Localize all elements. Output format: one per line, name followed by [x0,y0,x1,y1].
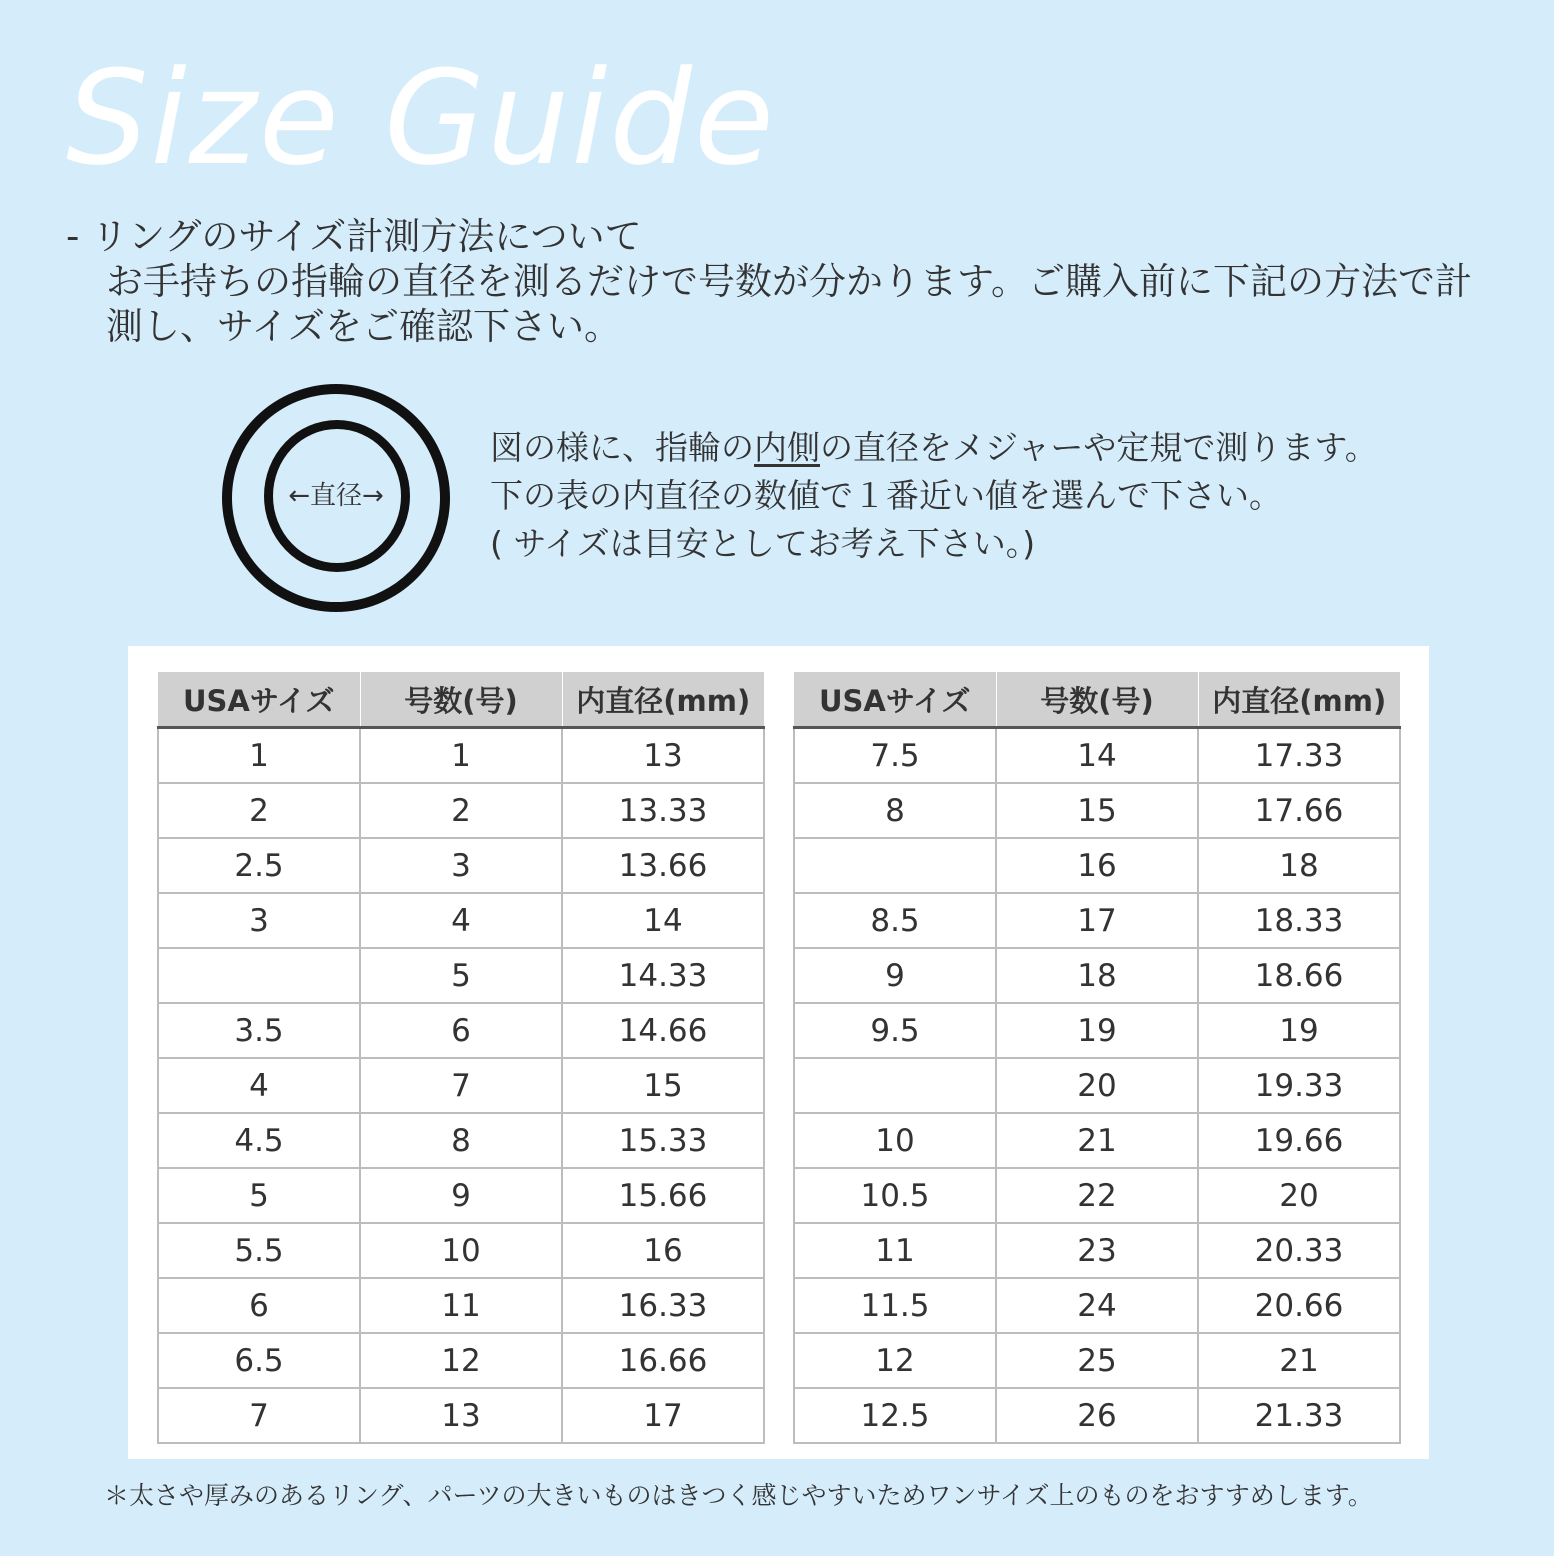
instruction-line-1-suffix: の直径をメジャーや定規で測ります。 [820,428,1378,467]
cell-inner-diameter: 16 [562,1223,764,1278]
cell-usa-size: 4.5 [158,1113,360,1168]
table-row [794,1003,1400,1058]
cell-usa-size: 11.5 [794,1278,996,1333]
table-row [158,783,764,838]
cell-usa-size: 5.5 [158,1223,360,1278]
cell-inner-diameter: 17.33 [1198,728,1400,784]
cell-usa-size: 10 [794,1113,996,1168]
cell-usa-size: 4 [158,1058,360,1113]
cell-inner-diameter: 18 [1198,838,1400,893]
cell-japan-size: 14 [996,728,1198,784]
size-table-right [793,672,1401,1444]
cell-japan-size: 26 [996,1388,1198,1443]
right-arrow-icon: → [362,481,384,511]
cell-japan-size: 15 [996,783,1198,838]
cell-usa-size: 9 [794,948,996,1003]
intro-section [66,214,1506,349]
table-row [158,1113,764,1168]
cell-usa-size: 7 [158,1388,360,1443]
table-row [158,1333,764,1388]
cell-inner-diameter: 18.33 [1198,893,1400,948]
cell-japan-size: 13 [360,1388,562,1443]
instruction-line-1 [490,424,1500,472]
table-row [794,1058,1400,1113]
table-row [158,728,764,784]
table-row [158,948,764,1003]
cell-japan-size: 22 [996,1168,1198,1223]
cell-usa-size: 12 [794,1333,996,1388]
table-header-row [794,672,1400,728]
measurement-instructions [490,424,1500,568]
table-row [794,783,1400,838]
table-row [794,1388,1400,1443]
cell-usa-size [794,838,996,893]
cell-japan-size: 10 [360,1223,562,1278]
cell-japan-size: 17 [996,893,1198,948]
column-header-inner-diameter: 内直径(mm) [562,672,764,728]
table-header-row [158,672,764,728]
table-row [158,1168,764,1223]
cell-inner-diameter: 20.66 [1198,1278,1400,1333]
column-header-inner-diameter: 内直径(mm) [1198,672,1400,728]
cell-inner-diameter: 20 [1198,1168,1400,1223]
instruction-underlined-word: 内側 [754,428,820,467]
size-table-left [157,672,765,1444]
cell-inner-diameter: 17.66 [1198,783,1400,838]
cell-inner-diameter: 16.33 [562,1278,764,1333]
instruction-line-2: 下の表の内直径の数値で１番近い値を選んで下さい。 [490,476,1282,515]
cell-inner-diameter: 15.66 [562,1168,764,1223]
cell-usa-size: 7.5 [794,728,996,784]
cell-inner-diameter: 15.33 [562,1113,764,1168]
cell-inner-diameter: 19.66 [1198,1113,1400,1168]
cell-japan-size: 20 [996,1058,1198,1113]
cell-inner-diameter: 19.33 [1198,1058,1400,1113]
cell-japan-size: 7 [360,1058,562,1113]
table-row [794,1333,1400,1388]
table-row [794,728,1400,784]
column-header-usa-size: USAサイズ [794,672,996,728]
cell-japan-size: 18 [996,948,1198,1003]
cell-inner-diameter: 13 [562,728,764,784]
column-header-japan-size: 号数(号) [996,672,1198,728]
cell-usa-size: 2.5 [158,838,360,893]
table-row [794,1278,1400,1333]
cell-usa-size: 3.5 [158,1003,360,1058]
diameter-text: 直径 [309,481,362,511]
cell-japan-size: 2 [360,783,562,838]
cell-japan-size: 9 [360,1168,562,1223]
table-row [794,948,1400,1003]
cell-japan-size: 25 [996,1333,1198,1388]
cell-inner-diameter: 14 [562,893,764,948]
cell-japan-size: 16 [996,838,1198,893]
cell-usa-size: 8.5 [794,893,996,948]
cell-inner-diameter: 21.33 [1198,1388,1400,1443]
table-row [158,1003,764,1058]
cell-usa-size: 12.5 [794,1388,996,1443]
cell-usa-size [794,1058,996,1113]
table-row [158,893,764,948]
intro-body: お手持ちの指輪の直径を測るだけで号数が分かります。ご購入前に下記の方法で計測し、サイズをご確認下さい。 [106,260,1473,348]
cell-japan-size: 21 [996,1113,1198,1168]
page-title: Size Guide [66,42,776,194]
table-row [158,1278,764,1333]
cell-japan-size: 24 [996,1278,1198,1333]
cell-inner-diameter: 21 [1198,1333,1400,1388]
cell-inner-diameter: 18.66 [1198,948,1400,1003]
table-row [794,1223,1400,1278]
cell-inner-diameter: 16.66 [562,1333,764,1388]
cell-inner-diameter: 20.33 [1198,1223,1400,1278]
cell-usa-size: 1 [158,728,360,784]
cell-usa-size: 3 [158,893,360,948]
table-row [158,838,764,893]
table-row [794,1113,1400,1168]
cell-japan-size: 19 [996,1003,1198,1058]
column-header-usa-size: USAサイズ [158,672,360,728]
cell-japan-size: 1 [360,728,562,784]
cell-inner-diameter: 14.66 [562,1003,764,1058]
cell-inner-diameter: 13.66 [562,838,764,893]
size-table-panel [128,646,1429,1459]
left-arrow-icon: ← [288,481,310,511]
cell-inner-diameter: 19 [1198,1003,1400,1058]
table-row [794,893,1400,948]
cell-inner-diameter: 17 [562,1388,764,1443]
instruction-line-1-prefix: 図の様に、指輪の [490,428,754,467]
column-header-japan-size: 号数(号) [360,672,562,728]
diameter-label [262,476,410,516]
table-row [794,838,1400,893]
cell-usa-size: 8 [794,783,996,838]
cell-usa-size: 11 [794,1223,996,1278]
cell-japan-size: 4 [360,893,562,948]
cell-japan-size: 23 [996,1223,1198,1278]
cell-usa-size: 9.5 [794,1003,996,1058]
instruction-line-3: ( サイズは目安としてお考え下さい。) [490,524,1036,563]
cell-usa-size: 6 [158,1278,360,1333]
intro-heading: - リングのサイズ計測方法について [66,215,642,258]
table-row [158,1388,764,1443]
ring-diagram [222,384,450,612]
cell-japan-size: 11 [360,1278,562,1333]
cell-japan-size: 8 [360,1113,562,1168]
cell-usa-size: 2 [158,783,360,838]
cell-japan-size: 6 [360,1003,562,1058]
cell-japan-size: 12 [360,1333,562,1388]
footnote: ＊太さや厚みのあるリング、パーツの大きいものはきつく感じやすいためワンサイズ上のものをおすすめします。 [104,1481,1373,1510]
table-row [158,1058,764,1113]
cell-usa-size: 10.5 [794,1168,996,1223]
table-row [158,1223,764,1278]
table-row [794,1168,1400,1223]
cell-usa-size: 6.5 [158,1333,360,1388]
cell-usa-size: 5 [158,1168,360,1223]
cell-inner-diameter: 14.33 [562,948,764,1003]
cell-inner-diameter: 15 [562,1058,764,1113]
cell-japan-size: 3 [360,838,562,893]
cell-japan-size: 5 [360,948,562,1003]
cell-usa-size [158,948,360,1003]
cell-inner-diameter: 13.33 [562,783,764,838]
